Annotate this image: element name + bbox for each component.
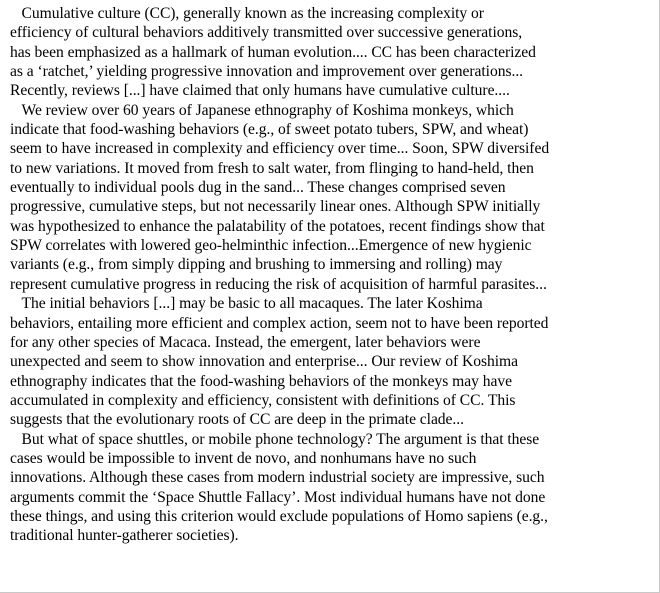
text-line: suggests that the evolutionary roots of CC are deep in the primate clade... <box>10 411 464 429</box>
text-line: indicate that food-washing behaviors (e.g., of sweet potato tubers, SPW, and wheat) <box>10 121 529 139</box>
text-line: We review over 60 years of Japanese ethnography of Koshima monkeys, which <box>10 101 514 119</box>
text-line: accumulated in complexity and efficiency, consistent with definitions of CC. This <box>10 391 516 409</box>
quoted-text-block <box>10 4 654 546</box>
text-line: ethnography indicates that the food-washing behaviors of the monkeys may have <box>10 372 512 390</box>
text-line: behaviors, entailing more efficient and complex action, seem not to have been reported <box>10 314 549 332</box>
text-line: to new variations. It moved from fresh to salt water, from flinging to hand-held, then <box>10 159 534 177</box>
text-line: innovations. Although these cases from modern industrial society are impressive, such <box>10 469 545 487</box>
text-line: Recently, reviews [...] have claimed that only humans have cumulative culture.... <box>10 82 510 100</box>
text-line: unexpected and seem to show innovation and enterprise... Our review of Koshima <box>10 353 518 371</box>
text-line: SPW correlates with lowered geo-helminthic infection...Emergence of new hygienic <box>10 237 532 255</box>
text-line: progressive, cumulative steps, but not necessarily linear ones. Although SPW initially <box>10 198 541 216</box>
text-line: as a ‘ratchet,’ yielding progressive innovation and improvement over generations... <box>10 63 524 81</box>
text-line: traditional hunter-gatherer societies). <box>10 527 239 545</box>
text-line: these things, and using this criterion would exclude populations of Homo sapiens (e.g., <box>10 507 548 525</box>
text-line: was hypothesized to enhance the palatability of the potatoes, recent findings show that <box>10 217 545 235</box>
text-line: variants (e.g., from simply dipping and brushing to immersing and rolling) may <box>10 256 503 274</box>
text-line: seem to have increased in complexity and efficiency over time... Soon, SPW diversifed <box>10 140 550 158</box>
text-line: cases would be impossible to invent de novo, and nonhumans have no such <box>10 449 477 467</box>
text-line: has been emphasized as a hallmark of human evolution.... CC has been characterized <box>10 43 536 61</box>
text-line: for any other species of Macaca. Instead, the emergent, later behaviors were <box>10 333 481 351</box>
text-line: Cumulative culture (CC), generally known as the increasing complexity or <box>10 5 484 22</box>
text-line: But what of space shuttles, or mobile phone technology? The argument is that these <box>10 430 540 448</box>
text-line: arguments commit the ‘Space Shuttle Fallacy’. Most individual humans have not done <box>10 488 546 506</box>
text-line: represent cumulative progress in reducing the risk of acquisition of harmful parasites... <box>10 275 547 293</box>
text-line: efficiency of cultural behaviors additively transmitted over successive generations, <box>10 24 523 42</box>
text-line: eventually to individual pools dug in the sand... These changes comprised seven <box>10 179 506 197</box>
text-line: The initial behaviors [...] may be basic to all macaques. The later Koshima <box>10 295 483 313</box>
